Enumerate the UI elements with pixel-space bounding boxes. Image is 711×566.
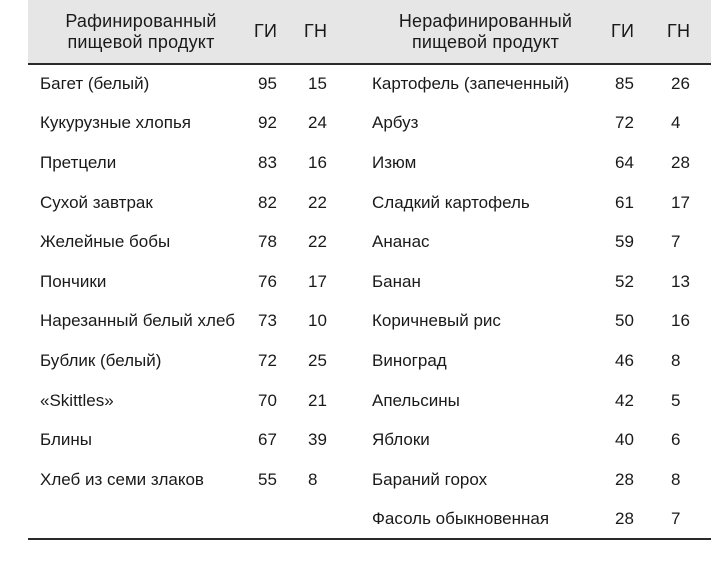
- refined-gi-cell: 67: [258, 430, 277, 450]
- header-unrefined-gi: ГИ: [611, 21, 635, 41]
- header-unrefined-gn: ГН: [667, 21, 691, 41]
- unrefined-gi-cell: 61: [615, 192, 634, 212]
- table-body: [28, 64, 711, 539]
- refined-product-cell: [28, 500, 254, 540]
- refined-gi-cell: 83: [258, 152, 277, 172]
- header-unrefined-line1: Нерафинированный: [398, 10, 573, 31]
- header-refined-gn: ГН: [304, 21, 328, 41]
- table-row: [28, 302, 711, 342]
- refined-product-cell: Хлеб из семи злаков: [40, 469, 204, 489]
- refined-gn-cell: 24: [308, 113, 327, 133]
- refined-gi-cell: 82: [258, 192, 277, 212]
- unrefined-gn-cell: 4: [671, 113, 681, 133]
- unrefined-gn-cell: 13: [671, 271, 690, 291]
- refined-gn-cell: 8: [308, 469, 318, 489]
- unrefined-gi-cell: 42: [615, 390, 634, 410]
- header-row: [28, 0, 711, 64]
- unrefined-gn-cell: 26: [671, 74, 690, 94]
- refined-gn-cell: 25: [308, 350, 327, 370]
- unrefined-gi-cell: 64: [615, 152, 634, 172]
- table-row: [28, 64, 711, 104]
- unrefined-gn-cell: 7: [671, 232, 681, 252]
- refined-gi-cell: [254, 500, 304, 540]
- unrefined-gi-cell: 59: [615, 232, 634, 252]
- unrefined-gi-cell: 40: [615, 430, 634, 450]
- unrefined-gi-cell: 28: [615, 469, 634, 489]
- unrefined-gn-cell: 8: [671, 469, 681, 489]
- refined-product-cell: Претцели: [40, 152, 117, 172]
- unrefined-gn-cell: 8: [671, 350, 681, 370]
- header-refined-line2: пищевой продукт: [67, 31, 215, 52]
- refined-gn-cell: [304, 500, 360, 540]
- refined-gi-cell: 92: [258, 113, 277, 133]
- refined-product-cell: «Skittles»: [40, 390, 114, 410]
- refined-gi-cell: 55: [258, 469, 277, 489]
- glycemic-index-table: [28, 0, 711, 540]
- unrefined-product-cell: Картофель (запеченный): [372, 74, 570, 94]
- unrefined-product-cell: Арбуз: [372, 113, 419, 133]
- refined-product-cell: Нарезанный белый хлеб: [40, 311, 235, 331]
- refined-product-cell: Пончики: [40, 271, 107, 291]
- unrefined-product-cell: Апельсины: [372, 390, 460, 410]
- table-row: [28, 183, 711, 223]
- unrefined-gn-cell: 6: [671, 430, 681, 450]
- table-row: [28, 420, 711, 460]
- table-row: [28, 500, 711, 540]
- unrefined-product-cell: Сладкий картофель: [372, 192, 530, 212]
- unrefined-product-cell: Виноград: [372, 350, 447, 370]
- refined-gn-cell: 39: [308, 430, 327, 450]
- refined-gn-cell: 16: [308, 152, 327, 172]
- table-header: [28, 0, 711, 64]
- table-row: [28, 222, 711, 262]
- refined-gi-cell: 78: [258, 232, 277, 252]
- refined-gi-cell: 72: [258, 350, 277, 370]
- refined-product-cell: Блины: [40, 430, 92, 450]
- unrefined-gn-cell: 7: [671, 508, 681, 528]
- header-refined-line1: Рафинированный: [65, 10, 217, 31]
- table-row: [28, 460, 711, 500]
- unrefined-gn-cell: 17: [671, 192, 690, 212]
- unrefined-gn-cell: 28: [671, 152, 690, 172]
- unrefined-gi-cell: 52: [615, 271, 634, 291]
- refined-gi-cell: 95: [258, 74, 277, 94]
- refined-gn-cell: 10: [308, 311, 327, 331]
- header-refined-product: [28, 0, 254, 64]
- refined-gi-cell: 70: [258, 390, 277, 410]
- glycemic-table-container: [28, 0, 711, 540]
- refined-product-cell: Багет (белый): [40, 74, 150, 94]
- refined-gn-cell: 22: [308, 232, 327, 252]
- header-refined-gi: ГИ: [254, 21, 278, 41]
- refined-gn-cell: 21: [308, 390, 327, 410]
- unrefined-product-cell: Бараний горох: [372, 469, 488, 489]
- refined-gn-cell: 15: [308, 74, 327, 94]
- table-row: [28, 262, 711, 302]
- unrefined-gn-cell: 16: [671, 311, 690, 331]
- header-unrefined-line2: пищевой продукт: [411, 31, 560, 52]
- table-row: [28, 341, 711, 381]
- unrefined-product-cell: Изюм: [372, 152, 417, 172]
- refined-product-cell: Желейные бобы: [40, 232, 171, 252]
- refined-product-cell: Сухой завтрак: [40, 192, 153, 212]
- refined-gn-cell: 22: [308, 192, 327, 212]
- unrefined-product-cell: Яблоки: [372, 430, 430, 450]
- unrefined-gi-cell: 28: [615, 508, 634, 528]
- table-row: [28, 143, 711, 183]
- unrefined-gi-cell: 85: [615, 74, 634, 94]
- unrefined-gi-cell: 50: [615, 311, 634, 331]
- unrefined-gi-cell: 72: [615, 113, 634, 133]
- table-row: [28, 104, 711, 144]
- table-row: [28, 381, 711, 421]
- unrefined-product-cell: Ананас: [372, 232, 430, 252]
- unrefined-product-cell: Фасоль обыкновенная: [372, 508, 550, 528]
- unrefined-product-cell: Банан: [372, 271, 421, 291]
- refined-gn-cell: 17: [308, 271, 327, 291]
- refined-product-cell: Кукурузные хлопья: [40, 113, 192, 133]
- refined-product-cell: Бублик (белый): [40, 350, 162, 370]
- refined-gi-cell: 76: [258, 271, 277, 291]
- unrefined-gi-cell: 46: [615, 350, 634, 370]
- refined-gi-cell: 73: [258, 311, 277, 331]
- header-unrefined-product: [360, 0, 611, 64]
- unrefined-product-cell: Коричневый рис: [372, 311, 501, 331]
- unrefined-gn-cell: 5: [671, 390, 681, 410]
